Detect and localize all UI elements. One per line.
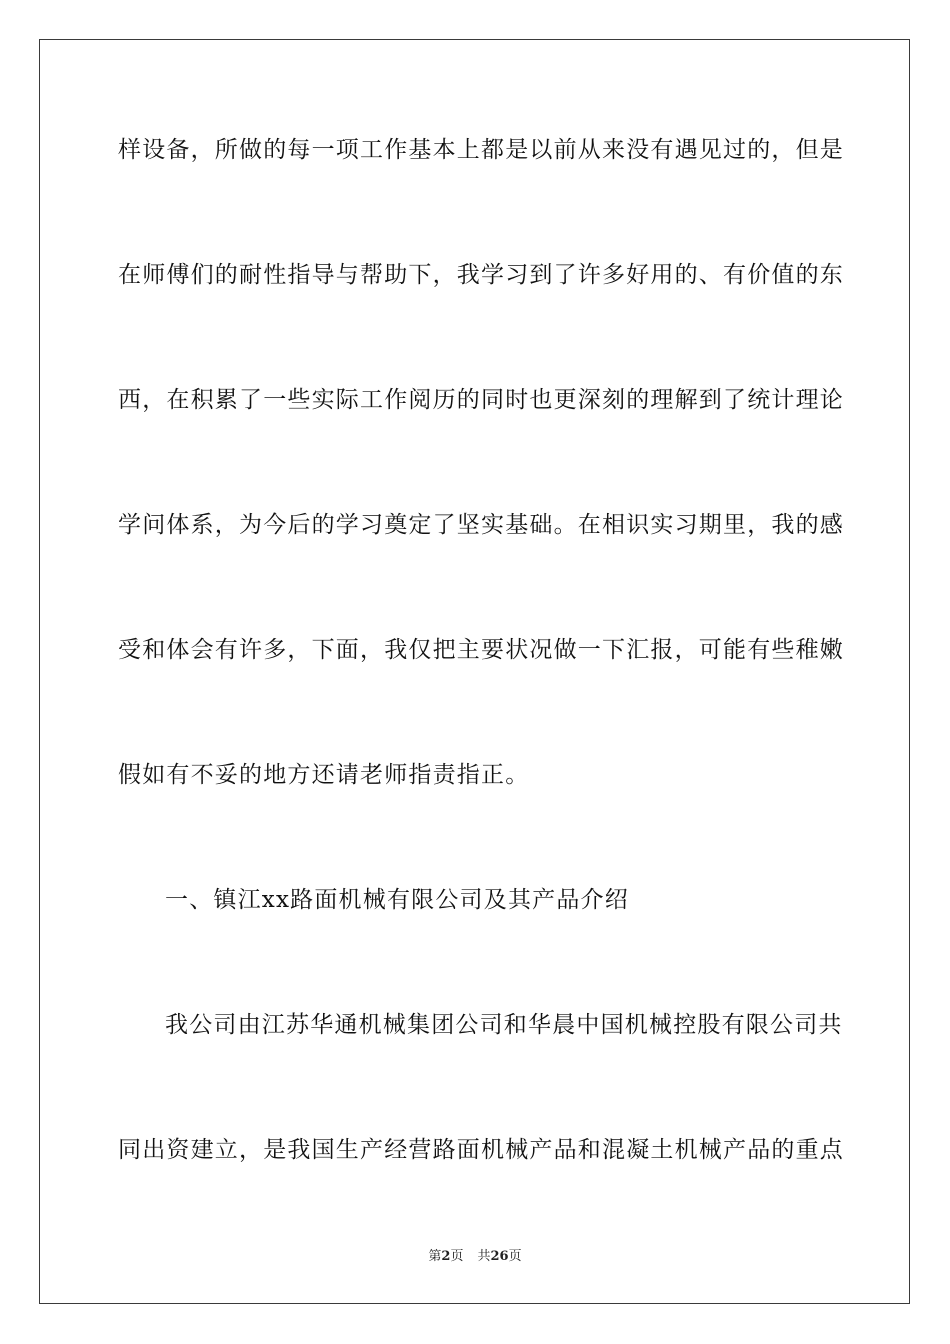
total-prefix: 共: [477, 1249, 491, 1264]
paragraph-line-8: 同出资建立，是我国生产经营路面机械产品和混凝土机械产品的重点: [118, 1137, 844, 1163]
total-suffix: 页: [508, 1249, 522, 1264]
page-suffix: 页: [450, 1249, 464, 1264]
paragraph-line-7: 我公司由江苏华通机械集团公司和华晨中国机械控股有限公司共: [165, 1012, 843, 1038]
total-pages: 26: [490, 1249, 509, 1264]
page-border: [39, 39, 910, 1304]
page-prefix: 第: [428, 1249, 442, 1264]
paragraph-line-5: 受和体会有许多，下面，我仅把主要状况做一下汇报，可能有些稚嫩: [118, 637, 844, 663]
paragraph-line-2: 在师傅们的耐性指导与帮助下，我学习到了许多好用的、有价值的东: [118, 262, 844, 288]
section-heading: 一、镇江xx路面机械有限公司及其产品介绍: [165, 887, 629, 913]
paragraph-line-4: 学问体系，为今后的学习奠定了坚实基础。在相识实习期里，我的感: [118, 512, 844, 538]
paragraph-line-6: 假如有不妥的地方还请老师指责指正。: [118, 762, 530, 788]
paragraph-line-1: 样设备，所做的每一项工作基本上都是以前从来没有遇见过的，但是: [118, 137, 844, 163]
page-number: 2: [441, 1249, 451, 1264]
paragraph-line-3: 西，在积累了一些实际工作阅历的同时也更深刻的理解到了统计理论: [118, 387, 844, 413]
page-footer: [0, 1249, 950, 1265]
